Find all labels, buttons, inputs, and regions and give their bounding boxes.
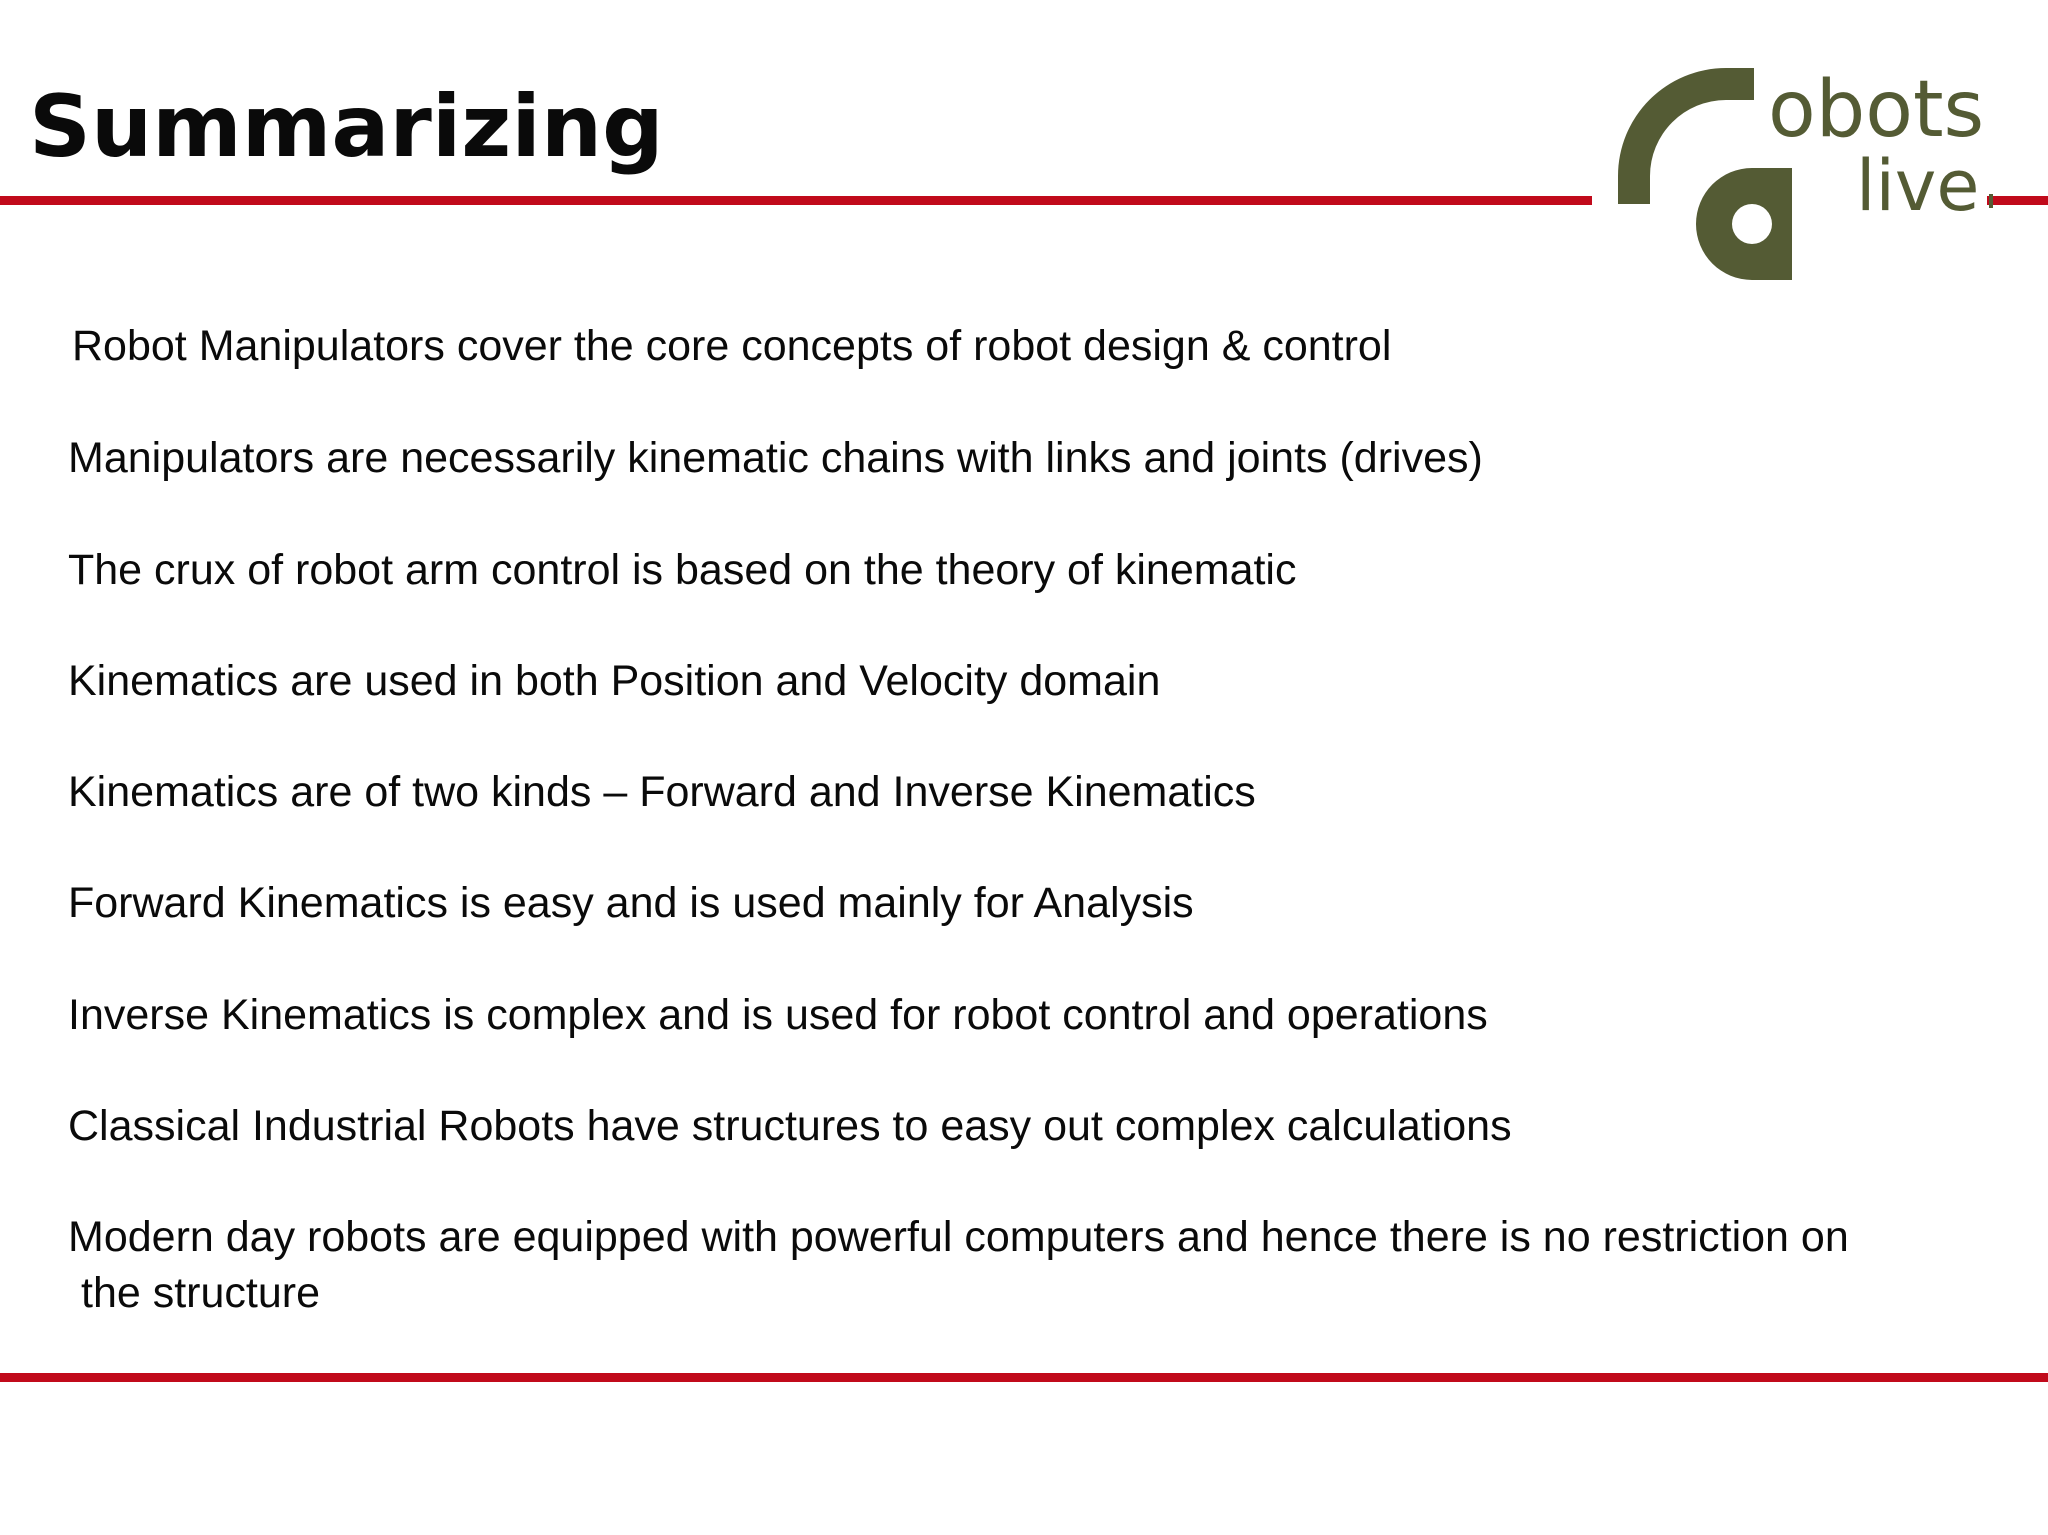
footer-rule <box>0 1373 2048 1382</box>
bullet-item: Kinematics are used in both Position and Velocity domain <box>68 657 1161 705</box>
title-underline-rule <box>0 196 1592 205</box>
bullet-item-multiline <box>68 1209 2018 1321</box>
slide-title: Summarizing <box>29 77 664 177</box>
bullet-item: Inverse Kinematics is complex and is used for robot control and operations <box>68 991 1488 1039</box>
bullet-item: Kinematics are of two kinds – Forward and Inverse Kinematics <box>68 768 1256 816</box>
bullet-line-2: the structure <box>81 1269 320 1317</box>
logo-text-obots: obots <box>1768 65 1985 155</box>
bullet-item: Forward Kinematics is easy and is used mainly for Analysis <box>68 879 1194 927</box>
bullet-item: Classical Industrial Robots have structures to easy out complex calculations <box>68 1102 1512 1150</box>
bullet-line-1: Modern day robots are equipped with powerful computers and hence there is no restriction on <box>68 1213 1849 1261</box>
bullet-item: Robot Manipulators cover the core concepts of robot design & control <box>72 322 1392 370</box>
robots-alive-logo-graphic <box>1612 56 2012 296</box>
bullet-item: Manipulators are necessarily kinematic chains with links and joints (drives) <box>68 434 1483 482</box>
logo-text-live: live <box>1856 145 1980 227</box>
robots-alive-logo <box>1612 56 2012 296</box>
bullet-item: The crux of robot arm control is based on the theory of kinematic <box>68 546 1297 594</box>
